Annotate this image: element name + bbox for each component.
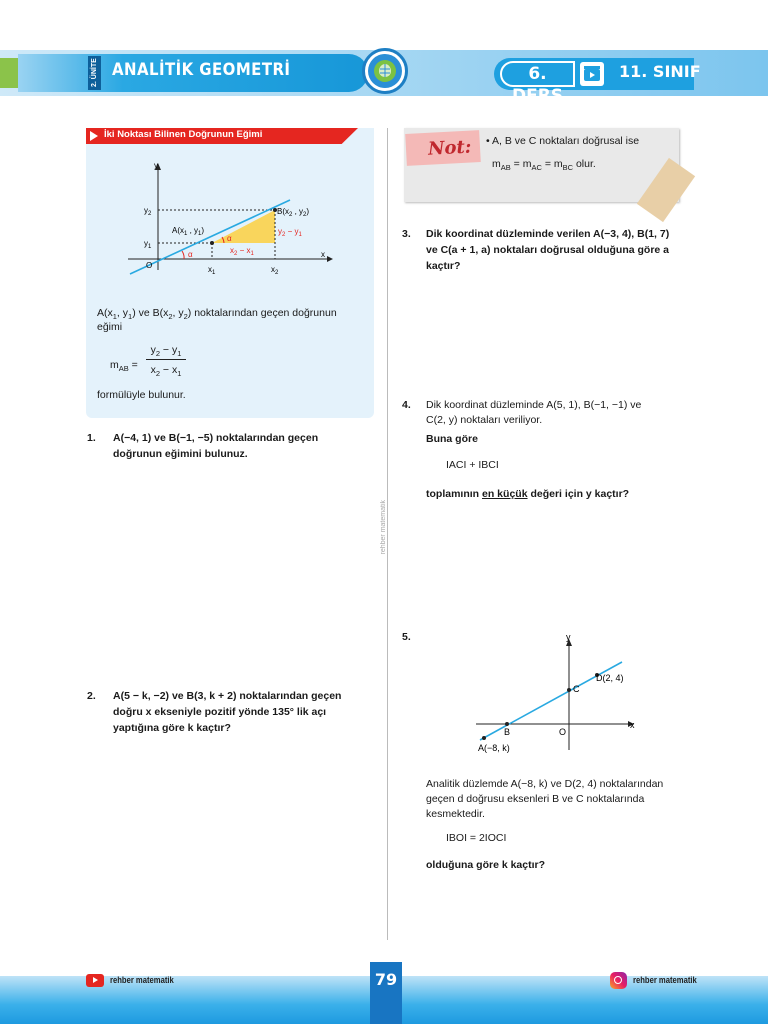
q1-number: 1. xyxy=(87,432,96,444)
svg-text:x2 − x1: $x_2 - x_1$ xyxy=(230,246,254,257)
q5-origin-label: O xyxy=(559,727,567,737)
video-icon[interactable] xyxy=(580,62,604,86)
svg-text:B(x2 , y2): $B(x_2$ , $y_2$) xyxy=(277,207,310,218)
q5-number: 5. xyxy=(402,631,411,643)
svg-text:α: α xyxy=(188,250,193,259)
q5-point-a-label: A(−8, k) xyxy=(478,743,510,753)
note-label: Not: xyxy=(427,136,472,160)
grade-label: 11. SINIF xyxy=(619,62,701,81)
page-number: 79 xyxy=(374,970,398,989)
unit-label: 2. ÜNİTE xyxy=(88,56,101,90)
q5-point-b-label: B xyxy=(504,727,511,737)
q2-number: 2. xyxy=(87,690,96,702)
info-box-title: İki Noktası Bilinen Doğrunun Eğimi xyxy=(104,129,263,140)
q1-line2: doğrunun eğimini bulunuz. xyxy=(113,448,248,460)
info-text-1: $A(x_1$, $y_1$) ve $B(x_2$, $y_2$) noktalarından geçen doğrunun xyxy=(97,307,337,322)
svg-text:x: x xyxy=(321,250,325,259)
footer-left-text[interactable]: rehber matematik xyxy=(110,975,174,985)
note-tag xyxy=(405,130,481,166)
slope-numerator: $y_2 - y_1$ xyxy=(146,344,186,360)
brain-logo-icon xyxy=(367,53,403,89)
youtube-icon[interactable] xyxy=(86,974,104,987)
svg-text:α: α xyxy=(227,234,232,243)
q5-expression: IBOI = 2IOCI xyxy=(446,832,507,844)
svg-text:x1: $x_1$ xyxy=(208,265,216,276)
svg-text:A(x1 , y1): $A(x_1$ , $y_1$) xyxy=(172,226,205,237)
svg-text:y2: $y_2$ xyxy=(144,206,152,217)
lesson-badge: 6. DERS xyxy=(500,61,575,87)
svg-text:x2: $x_2$ xyxy=(271,265,279,276)
svg-text:y: y xyxy=(154,161,158,170)
q4-line2: C(2, y) noktaları veriliyor. xyxy=(426,414,543,426)
q5-diagram xyxy=(474,632,644,754)
q1-line1: A(−4, 1) ve B(−1, −5) noktalarından geçen xyxy=(113,432,319,444)
q3-line1: Dik koordinat düzleminde verilen A(−3, 4), B(1, 7) xyxy=(426,228,670,240)
brand-logo xyxy=(362,48,408,94)
q4-line3: Buna göre xyxy=(426,433,478,445)
q3-line2: ve C(a + 1, a) noktaları doğrusal olduğuna göre a xyxy=(426,244,670,256)
page-number-tab xyxy=(370,962,402,1024)
info-text-3: formülüyle bulunur. xyxy=(97,389,186,401)
header-accent xyxy=(0,58,18,88)
side-watermark: rehber matematik xyxy=(380,500,387,555)
q2-line2: doğru x ekseniyle pozitif yönde 135° lik açı xyxy=(113,706,327,718)
q4-line1: Dik koordinat düzleminde A(5, 1), B(−1, −1) ve xyxy=(426,399,642,411)
slope-denominator: $x_2 - x_1$ xyxy=(150,364,182,379)
q4-number: 4. xyxy=(402,399,411,411)
q4-expression: IACI + IBCI xyxy=(446,459,499,471)
footer-right-text[interactable]: rehber matematik xyxy=(633,975,697,985)
q5-x-label: x xyxy=(630,720,635,730)
page-title: ANALİTİK GEOMETRİ xyxy=(112,60,291,80)
q3-number: 3. xyxy=(402,228,411,240)
q4-line4: toplamının en küçük değeri için y kaçtır? xyxy=(426,488,630,500)
q5-line3: kesmektedir. xyxy=(426,808,485,820)
note-line2: $m_{AB} = m_{AC} = m_{BC}$ olur. xyxy=(492,158,596,173)
svg-text:y2 − y1: $y_2 - y_1$ xyxy=(278,227,302,238)
svg-text:O: O xyxy=(146,261,153,270)
column-divider xyxy=(387,128,388,940)
q5-point-d-label: D(2, 4) xyxy=(596,673,624,683)
svg-text:y1: $y_1$ xyxy=(144,239,152,250)
slope-diagram xyxy=(120,158,335,278)
slope-label: $m_{AB}$ = xyxy=(110,359,138,374)
note-line1: • A, B ve C noktaları doğrusal ise xyxy=(486,135,640,147)
info-text-2: eğimi xyxy=(97,321,123,333)
instagram-icon[interactable] xyxy=(610,972,627,989)
q5-line4: olduğuna göre k kaçtır? xyxy=(426,859,546,871)
q5-line2: geçen d doğrusu eksenleri B ve C noktalarında xyxy=(426,793,645,805)
q3-line3: kaçtır? xyxy=(426,260,461,272)
q5-point-c-label: C xyxy=(573,684,580,694)
q5-y-label: y xyxy=(566,632,571,642)
q2-line3: yaptığına göre k kaçtır? xyxy=(113,722,231,734)
q2-line1: A(5 − k, −2) ve B(3, k + 2) noktalarından geçen xyxy=(113,690,342,702)
q5-line1: Analitik düzlemde A(−8, k) ve D(2, 4) noktalarından xyxy=(426,778,664,790)
play-triangle-icon xyxy=(90,131,98,141)
